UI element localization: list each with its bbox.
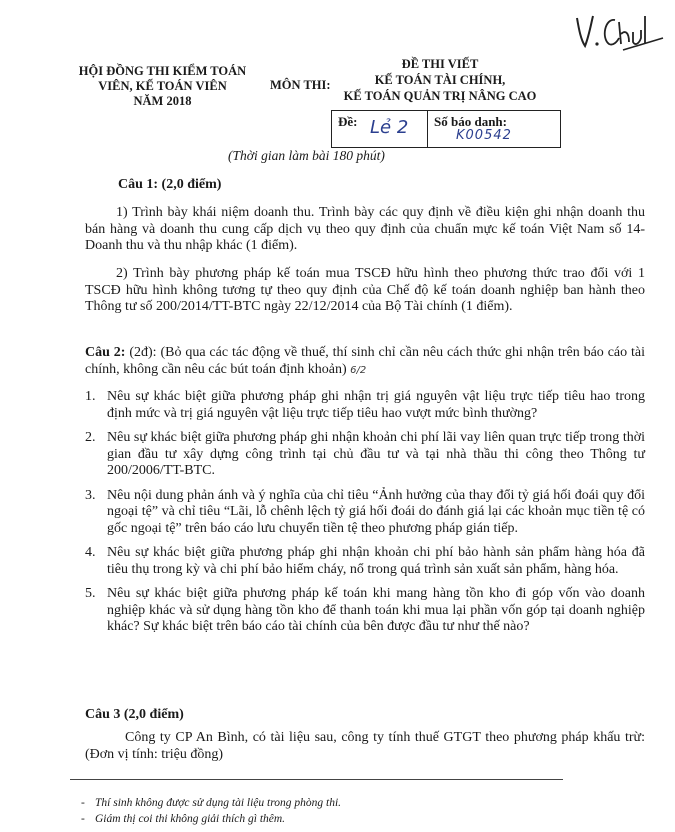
- list-item: 2. Nêu sự khác biệt giữa phương pháp ghi nhận khoản chi phí lãi vay liên quan trực tiếp trong thời gian đầu tư xây dựng công trình tại chủ đầu tư và tại nhà thầu thi công theo Thông tư 200/2006/TT-BTC.: [85, 430, 645, 478]
- question-3-intro: Công ty CP An Bình, có tài liệu sau, công ty tính thuế GTGT theo phương pháp khấu trừ: (Đơn vị tính: triệu đồng): [85, 730, 645, 762]
- exam-subject-heading: [330, 56, 550, 104]
- footer-divider: [70, 779, 563, 780]
- question-1-title: Câu 1: (2,0 điểm): [118, 177, 222, 192]
- council-line-2: VIÊN, KẾ TOÁN VIÊN: [98, 79, 227, 93]
- list-item: 1. Nêu sự khác biệt giữa phương pháp ghi nhận trị giá nguyên vật liệu trực tiếp tiêu hao trong định mức và trị giá nguyên vật liệu trực tiếp tiêu hao vượt mức bình thường?: [85, 389, 645, 421]
- candidate-number-label: Số báo danh:: [434, 114, 507, 129]
- subject-line-2: KẾ TOÁN QUẢN TRỊ NÂNG CAO: [343, 89, 537, 103]
- exam-council-heading: [60, 64, 265, 109]
- subject-label: MÔN THI:: [270, 78, 331, 92]
- list-item: 3. Nêu nội dung phản ánh và ý nghĩa của chỉ tiêu “Ảnh hưởng của thay đổi tỷ giá hối đoái quy đổi ngoại tệ” và chỉ tiêu “Lãi, lỗ chênh lệch tỷ giá hối đoái do đánh giá lại các khoản mục tiền tệ có gốc ngoại tệ” trên báo cáo lưu chuyển tiền tệ theo phương pháp gián tiếp.: [85, 487, 645, 536]
- handwritten-signature: [565, 8, 665, 61]
- exam-code-cell: [332, 111, 428, 147]
- exam-type: ĐỀ THI VIẾT: [401, 57, 479, 71]
- margin-handwritten-note: 6/2: [350, 364, 367, 376]
- question-1-part-1: 1) Trình bày khái niệm doanh thu. Trình bày các quy định về điều kiện ghi nhận doanh thu bán hàng và doanh thu cung cấp dịch vụ theo quy định của chuẩn mực kế toán Việt Nam số 14- Doanh thu và thu nhập khác (1 điểm).: [85, 205, 645, 253]
- question-3-title: Câu 3 (2,0 điểm): [85, 707, 184, 722]
- council-line-1: HỘI ĐỒNG THI KIỂM TOÁN: [78, 64, 247, 78]
- list-item: 4. Nêu sự khác biệt giữa phương pháp ghi nhận khoản chi phí bảo hành sản phẩm hàng hóa đã tiêu thụ trong kỳ và chi phí bảo hiểm cháy, nổ trong quá trình sản xuất sản phẩm, hàng hóa.: [85, 545, 645, 577]
- time-allowed-note: (Thời gian làm bài 180 phút): [228, 148, 385, 163]
- exam-code-label: Đề:: [338, 114, 358, 129]
- candidate-number-value: K00542: [456, 128, 512, 143]
- footer-note-2: - Giám thị coi thi không giải thích gì thêm.: [81, 813, 286, 825]
- question-2-title: Câu 2:: [85, 345, 126, 360]
- list-item: 5. Nêu sự khác biệt giữa phương pháp kế toán khi mang hàng tồn kho đi góp vốn vào doanh nghiệp khác và sử dụng hàng tồn kho để thanh toán khi mua lại phần vốn góp tại doanh nghiệp khác? Sự khác biệt trên báo cáo tài chính của bên được đầu tư như thế nào?: [85, 586, 645, 634]
- subject-line-1: KẾ TOÁN TÀI CHÍNH,: [374, 73, 506, 87]
- question-2-instructions: (2đ): (Bỏ qua các tác động về thuế, thí sinh chỉ cần nêu cách thức ghi nhận trên báo cáo tài chính, không cần nêu các bút toán định khoản): [85, 345, 646, 377]
- candidate-number-cell: [428, 111, 560, 147]
- exam-code-box: [331, 110, 561, 148]
- question-2-intro: [85, 345, 645, 379]
- question-1-part-2: 2) Trình bày phương pháp kế toán mua TSCĐ hữu hình theo phương thức trao đổi với 1 TSCĐ hữu hình không tương tự theo quy định của Chế độ kế toán doanh nghiệp ban hành theo Thông tư số 200/2014/TT-BTC ngày 22/12/2014 của Bộ Tài chính (1 điểm).: [85, 266, 645, 314]
- exam-code-value: Lẻ 2: [370, 117, 409, 138]
- council-line-3: NĂM 2018: [133, 94, 192, 108]
- footer-note-1: - Thí sinh không được sử dụng tài liệu trong phòng thi.: [81, 797, 342, 809]
- question-2-list: [85, 389, 645, 644]
